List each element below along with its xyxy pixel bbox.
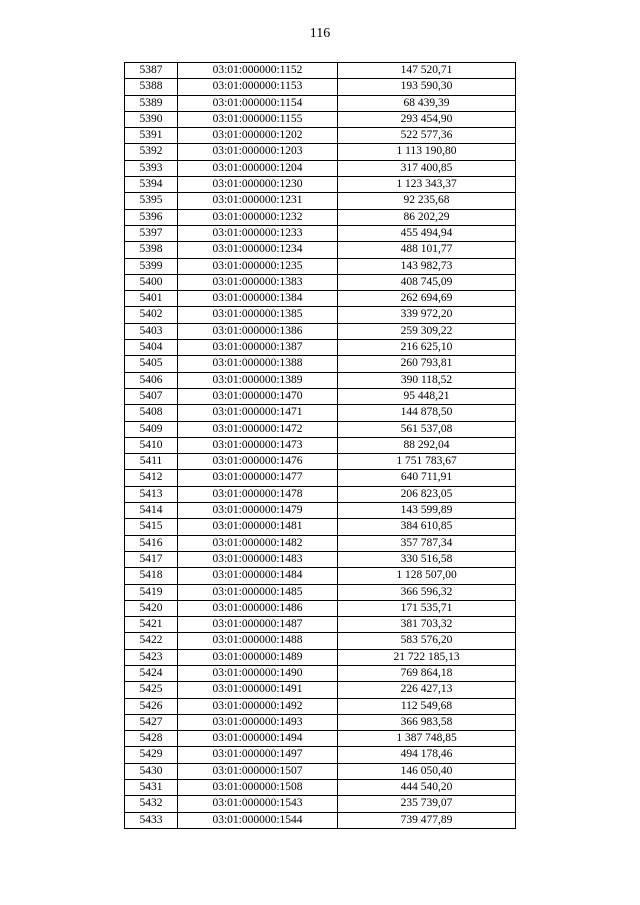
row-number-cell: 5413 [125,486,178,502]
value-cell: 92 235,68 [338,193,516,209]
table-row [125,160,516,176]
row-number-cell: 5387 [125,63,178,79]
value-cell: 88 292,04 [338,437,516,453]
value-cell: 68 439,39 [338,95,516,111]
row-number-cell: 5427 [125,714,178,730]
row-number-cell: 5429 [125,747,178,763]
value-cell: 206 823,05 [338,486,516,502]
row-number-cell: 5432 [125,796,178,812]
row-number-cell: 5417 [125,551,178,567]
table-row [125,714,516,730]
row-number-cell: 5395 [125,193,178,209]
cadastral-number-cell: 03:01:000000:1388 [178,356,338,372]
row-number-cell: 5396 [125,209,178,225]
cadastral-number-cell: 03:01:000000:1471 [178,405,338,421]
value-cell: 444 540,20 [338,780,516,796]
value-cell: 260 793,81 [338,356,516,372]
cadastral-number-cell: 03:01:000000:1493 [178,714,338,730]
table-row [125,356,516,372]
cadastral-number-cell: 03:01:000000:1470 [178,388,338,404]
row-number-cell: 5393 [125,160,178,176]
cadastral-number-cell: 03:01:000000:1154 [178,95,338,111]
row-number-cell: 5425 [125,682,178,698]
value-cell: 146 050,40 [338,763,516,779]
table-row [125,291,516,307]
table-row [125,617,516,633]
value-cell: 366 596,32 [338,584,516,600]
cadastral-number-cell: 03:01:000000:1473 [178,437,338,453]
value-cell: 494 178,46 [338,747,516,763]
data-table [124,62,516,829]
table-row [125,323,516,339]
cadastral-number-cell: 03:01:000000:1387 [178,340,338,356]
table-row [125,209,516,225]
cadastral-number-cell: 03:01:000000:1477 [178,470,338,486]
cadastral-number-cell: 03:01:000000:1235 [178,258,338,274]
table-row [125,665,516,681]
row-number-cell: 5419 [125,584,178,600]
row-number-cell: 5431 [125,780,178,796]
cadastral-number-cell: 03:01:000000:1484 [178,568,338,584]
value-cell: 147 520,71 [338,63,516,79]
table-row [125,193,516,209]
cadastral-number-cell: 03:01:000000:1543 [178,796,338,812]
row-number-cell: 5388 [125,79,178,95]
row-number-cell: 5408 [125,405,178,421]
row-number-cell: 5394 [125,177,178,193]
table-row [125,437,516,453]
value-cell: 640 711,91 [338,470,516,486]
row-number-cell: 5421 [125,617,178,633]
cadastral-number-cell: 03:01:000000:1490 [178,665,338,681]
value-cell: 357 787,34 [338,535,516,551]
value-cell: 339 972,20 [338,307,516,323]
row-number-cell: 5403 [125,323,178,339]
row-number-cell: 5410 [125,437,178,453]
table-row [125,584,516,600]
row-number-cell: 5389 [125,95,178,111]
value-cell: 769 864,18 [338,665,516,681]
value-cell: 193 590,30 [338,79,516,95]
value-cell: 235 739,07 [338,796,516,812]
cadastral-number-cell: 03:01:000000:1386 [178,323,338,339]
table-row [125,128,516,144]
row-number-cell: 5390 [125,111,178,127]
cadastral-number-cell: 03:01:000000:1494 [178,731,338,747]
value-cell: 293 454,90 [338,111,516,127]
cadastral-number-cell: 03:01:000000:1383 [178,274,338,290]
table-row [125,225,516,241]
value-cell: 330 516,58 [338,551,516,567]
table-row [125,63,516,79]
cadastral-number-cell: 03:01:000000:1204 [178,160,338,176]
value-cell: 455 494,94 [338,225,516,241]
cadastral-number-cell: 03:01:000000:1233 [178,225,338,241]
cadastral-number-cell: 03:01:000000:1152 [178,63,338,79]
value-cell: 143 599,89 [338,503,516,519]
row-number-cell: 5422 [125,633,178,649]
row-number-cell: 5407 [125,388,178,404]
cadastral-number-cell: 03:01:000000:1479 [178,503,338,519]
value-cell: 259 309,22 [338,323,516,339]
value-cell: 583 576,20 [338,633,516,649]
table-row [125,95,516,111]
cadastral-number-cell: 03:01:000000:1153 [178,79,338,95]
table-row [125,470,516,486]
value-cell: 366 983,58 [338,714,516,730]
row-number-cell: 5392 [125,144,178,160]
row-number-cell: 5405 [125,356,178,372]
cadastral-number-cell: 03:01:000000:1492 [178,698,338,714]
row-number-cell: 5418 [125,568,178,584]
table-row [125,486,516,502]
cadastral-number-cell: 03:01:000000:1491 [178,682,338,698]
cadastral-number-cell: 03:01:000000:1203 [178,144,338,160]
row-number-cell: 5409 [125,421,178,437]
value-cell: 226 427,13 [338,682,516,698]
table-row [125,812,516,828]
cadastral-number-cell: 03:01:000000:1232 [178,209,338,225]
table-row [125,111,516,127]
value-cell: 86 202,29 [338,209,516,225]
row-number-cell: 5416 [125,535,178,551]
cadastral-number-cell: 03:01:000000:1483 [178,551,338,567]
table-row [125,535,516,551]
cadastral-number-cell: 03:01:000000:1231 [178,193,338,209]
table-row [125,144,516,160]
value-cell: 384 610,85 [338,519,516,535]
cadastral-number-cell: 03:01:000000:1478 [178,486,338,502]
value-cell: 1 387 748,85 [338,731,516,747]
cadastral-number-cell: 03:01:000000:1508 [178,780,338,796]
cadastral-number-cell: 03:01:000000:1489 [178,649,338,665]
table-row [125,747,516,763]
value-cell: 381 703,32 [338,617,516,633]
value-cell: 1 128 507,00 [338,568,516,584]
cadastral-number-cell: 03:01:000000:1384 [178,291,338,307]
table-row [125,242,516,258]
value-cell: 739 477,89 [338,812,516,828]
table-row [125,698,516,714]
value-cell: 216 625,10 [338,340,516,356]
value-cell: 95 448,21 [338,388,516,404]
table-row [125,568,516,584]
cadastral-number-cell: 03:01:000000:1487 [178,617,338,633]
cadastral-number-cell: 03:01:000000:1155 [178,111,338,127]
value-cell: 408 745,09 [338,274,516,290]
table-row [125,519,516,535]
cadastral-number-cell: 03:01:000000:1482 [178,535,338,551]
value-cell: 262 694,69 [338,291,516,307]
table-row [125,307,516,323]
table-row [125,796,516,812]
row-number-cell: 5404 [125,340,178,356]
table-row [125,649,516,665]
table-row [125,600,516,616]
table-row [125,405,516,421]
table-body [125,63,516,829]
table-row [125,79,516,95]
row-number-cell: 5415 [125,519,178,535]
table-row [125,551,516,567]
cadastral-number-cell: 03:01:000000:1230 [178,177,338,193]
cadastral-number-cell: 03:01:000000:1507 [178,763,338,779]
cadastral-number-cell: 03:01:000000:1481 [178,519,338,535]
row-number-cell: 5411 [125,454,178,470]
value-cell: 144 878,50 [338,405,516,421]
row-number-cell: 5420 [125,600,178,616]
table-row [125,682,516,698]
cadastral-number-cell: 03:01:000000:1488 [178,633,338,649]
table-row [125,731,516,747]
row-number-cell: 5397 [125,225,178,241]
table-row [125,780,516,796]
cadastral-number-cell: 03:01:000000:1544 [178,812,338,828]
value-cell: 171 535,71 [338,600,516,616]
row-number-cell: 5423 [125,649,178,665]
table-row [125,372,516,388]
cadastral-number-cell: 03:01:000000:1389 [178,372,338,388]
row-number-cell: 5400 [125,274,178,290]
table-row [125,258,516,274]
row-number-cell: 5391 [125,128,178,144]
value-cell: 522 577,36 [338,128,516,144]
cadastral-number-cell: 03:01:000000:1202 [178,128,338,144]
row-number-cell: 5402 [125,307,178,323]
table-row [125,274,516,290]
row-number-cell: 5433 [125,812,178,828]
cadastral-number-cell: 03:01:000000:1385 [178,307,338,323]
value-cell: 143 982,73 [338,258,516,274]
value-cell: 488 101,77 [338,242,516,258]
cadastral-number-cell: 03:01:000000:1234 [178,242,338,258]
value-cell: 317 400,85 [338,160,516,176]
row-number-cell: 5399 [125,258,178,274]
row-number-cell: 5426 [125,698,178,714]
table-row [125,421,516,437]
value-cell: 1 113 190,80 [338,144,516,160]
value-cell: 1 123 343,37 [338,177,516,193]
cadastral-number-cell: 03:01:000000:1485 [178,584,338,600]
table-row [125,633,516,649]
value-cell: 21 722 185,13 [338,649,516,665]
table-row [125,388,516,404]
cadastral-number-cell: 03:01:000000:1476 [178,454,338,470]
table-row [125,454,516,470]
row-number-cell: 5406 [125,372,178,388]
table-row [125,177,516,193]
cadastral-number-cell: 03:01:000000:1497 [178,747,338,763]
value-cell: 1 751 783,67 [338,454,516,470]
page-number: 116 [309,26,331,41]
row-number-cell: 5414 [125,503,178,519]
row-number-cell: 5401 [125,291,178,307]
row-number-cell: 5430 [125,763,178,779]
cadastral-number-cell: 03:01:000000:1486 [178,600,338,616]
table-row [125,503,516,519]
value-cell: 112 549,68 [338,698,516,714]
cadastral-number-cell: 03:01:000000:1472 [178,421,338,437]
row-number-cell: 5428 [125,731,178,747]
row-number-cell: 5424 [125,665,178,681]
value-cell: 390 118,52 [338,372,516,388]
table-row [125,763,516,779]
row-number-cell: 5398 [125,242,178,258]
table-row [125,340,516,356]
row-number-cell: 5412 [125,470,178,486]
value-cell: 561 537,08 [338,421,516,437]
